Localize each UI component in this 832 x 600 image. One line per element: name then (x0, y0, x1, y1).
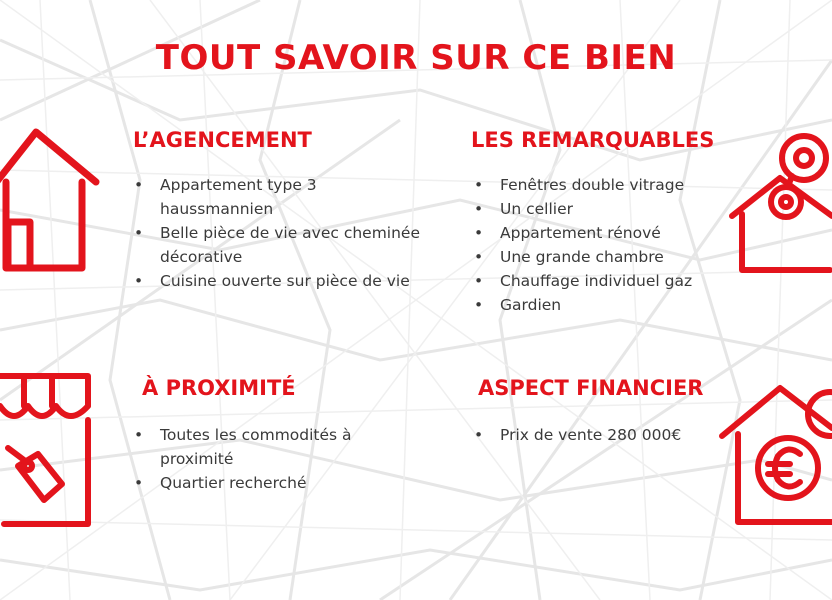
shop-with-price-tag-icon (0, 370, 98, 530)
list-agencement (134, 173, 434, 293)
list-remarquables (474, 173, 734, 317)
list-item: • Un cellier (474, 197, 734, 221)
list-item: • Prix de vente 280 000€ (474, 423, 734, 447)
list-item: • Gardien (474, 293, 734, 317)
page-title: TOUT SAVOIR SUR CE BIEN (155, 38, 677, 78)
house-with-keys-icon (726, 128, 832, 276)
section-heading-financier: ASPECT FINANCIER (478, 376, 704, 400)
list-financier (474, 423, 734, 447)
house-with-euro-coin-icon (718, 376, 832, 528)
list-item: • Toutes les commodités à proximité (134, 423, 394, 471)
section-heading-remarquables: LES REMARQUABLES (471, 128, 715, 152)
list-item: • Belle pièce de vie avec cheminée décorative (134, 221, 434, 269)
list-item: • Quartier recherché (134, 471, 394, 495)
list-item: • Fenêtres double vitrage (474, 173, 734, 197)
list-item: • Cuisine ouverte sur pièce de vie (134, 269, 434, 293)
section-heading-agencement: L’AGENCEMENT (133, 128, 312, 152)
section-heading-proximite: À PROXIMITÉ (142, 376, 296, 400)
list-item: • Une grande chambre (474, 245, 734, 269)
house-icon (0, 122, 105, 272)
list-proximite (134, 423, 394, 495)
list-item: • Chauffage individuel gaz (474, 269, 734, 293)
list-item: • Appartement type 3 haussmannien (134, 173, 434, 221)
list-item: • Appartement rénové (474, 221, 734, 245)
